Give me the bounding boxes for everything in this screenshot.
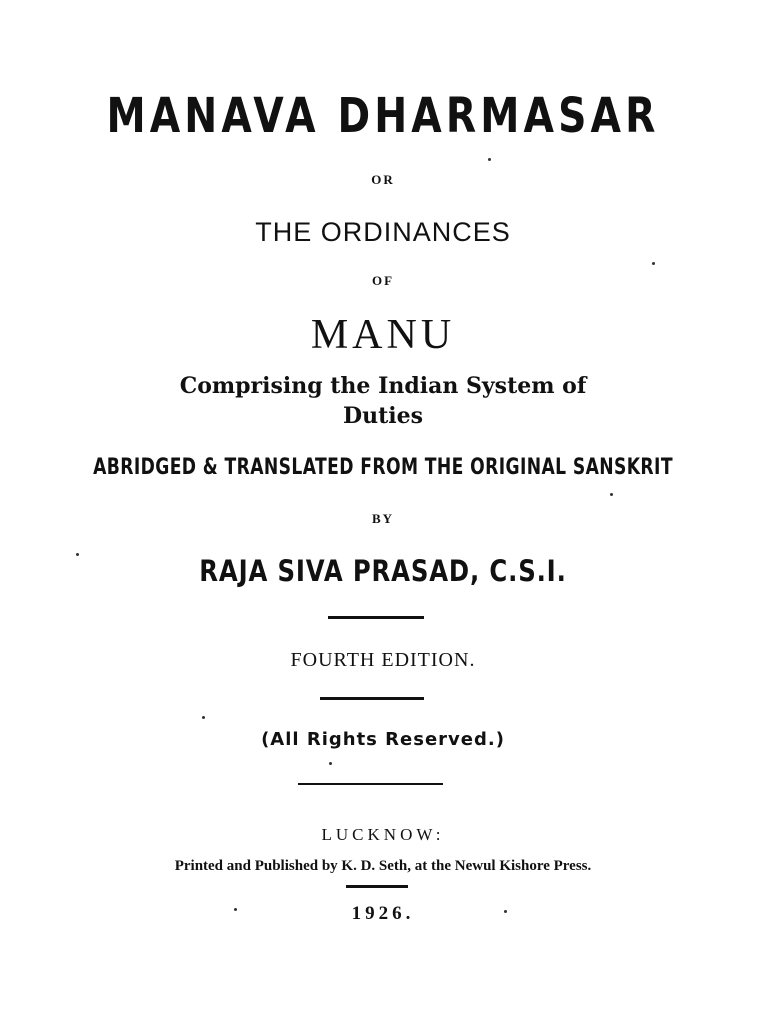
by-connector: BY: [371, 511, 395, 526]
book-title: MANAVA DHARMASAR: [106, 88, 660, 144]
scan-speck: [610, 493, 613, 496]
scan-speck: [504, 910, 507, 913]
scan-speck: [488, 158, 491, 161]
description-line-2: Duties: [343, 403, 423, 429]
scan-speck: [202, 716, 205, 719]
scan-speck: [76, 553, 79, 556]
rights-statement: (All Rights Reserved.): [261, 729, 505, 750]
translation-note: ABRIDGED & TRANSLATED FROM THE ORIGINAL SANSKRIT: [93, 455, 673, 480]
author-name: RAJA SIVA PRASAD, C.S.I.: [199, 554, 567, 588]
edition-statement: FOURTH EDITION.: [290, 649, 476, 671]
divider-rule: [328, 616, 424, 619]
divider-rule: [298, 783, 443, 785]
divider-rule: [320, 697, 424, 700]
scan-speck: [329, 762, 332, 765]
subject-name: MANU: [310, 312, 456, 358]
publication-year: 1926.: [351, 903, 415, 924]
scan-speck: [234, 908, 237, 911]
publication-place: LUCKNOW:: [321, 825, 445, 844]
scan-speck: [652, 262, 655, 265]
or-connector: OR: [371, 172, 395, 187]
divider-rule: [346, 885, 408, 888]
description-line-1: Comprising the Indian System of: [179, 373, 587, 399]
book-subtitle: THE ORDINANCES: [255, 217, 511, 247]
of-connector: OF: [371, 273, 395, 288]
printer-statement: Printed and Published by K. D. Seth, at the Newul Kishore Press.: [174, 858, 592, 874]
